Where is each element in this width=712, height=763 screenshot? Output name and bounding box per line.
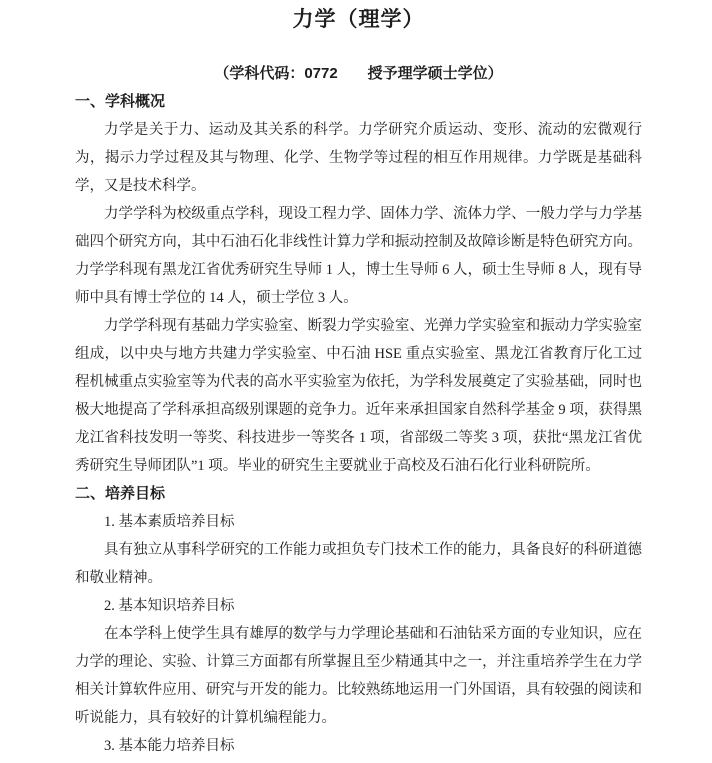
overview-paragraph: 力学学科现有基础力学实验室、断裂力学实验室、光弹力学实验室和振动力学实验室组成，以中央与地方共建力学实验室、中石油 HSE 重点实验室、黑龙江省教育厅化工过程机械重点实验室等为代表的高水平实验室为依托，为学科发展奠定了实验基础，同时也极大地提高了学科承担高级别课题的竞争力。近年来承担国家自然科学基金 9 项，获得黑龙江省科技发明一等奖、科技进步一等奖各 1 项，省部级二等奖 3 项，获批“黑龙江省优秀研究生导师团队”1 项。毕业的研究生主要就业于高校及石油石化行业科研院所。 [75,318,642,474]
goal-item-label-2: 2. 基本知识培养目标 [104,598,235,614]
doc-title: 力学（理学） [292,8,425,31]
goal-item-label-3: 3. 基本能力培养目标 [104,738,235,754]
section-heading-overview: 一、学科概况 [75,93,166,110]
overview-paragraph: 力学学科为校级重点学科，现设工程力学、固体力学、流体力学、一般力学与力学基础四个研究方向，其中石油石化非线性计算力学和振动控制及故障诊断是特色研究方向。力学学科现有黑龙江省优秀研究生导师 1 人，博士生导师 6 人，硕士生导师 8 人，现有导师中具有博士学位的 14 人，硕士学位 3 人。 [75,206,642,306]
overview-paragraph: 力学是关于力、运动及其关系的科学。力学研究介质运动、变形、流动的宏微观行为，揭示力学过程及其与物理、化学、生物学等过程的相互作用规律。力学既是基础科学，又是技术科学。 [75,122,642,194]
section-heading-training-goals: 二、培养目标 [75,485,166,502]
goal-item-label-1: 1. 基本素质培养目标 [104,514,235,530]
doc-subtitle: （学科代码：0772 授予理学硕士学位） [214,65,503,82]
goal-item-text-2: 在本学科上使学生具有雄厚的数学与力学理论基础和石油钻采方面的专业知识，应在力学的理论、实验、计算三方面都有所掌握且至少精通其中之一，并注重培养学生在力学相关计算软件应用、研究与开发的能力。比较熟练地运用一门外国语，具有较强的阅读和听说能力，具有较好的计算机编程能力。 [75,626,642,726]
goal-item-text-1: 具有独立从事科学研究的工作能力或担负专门技术工作的能力，具备良好的科研道德和敬业精神。 [75,542,642,586]
